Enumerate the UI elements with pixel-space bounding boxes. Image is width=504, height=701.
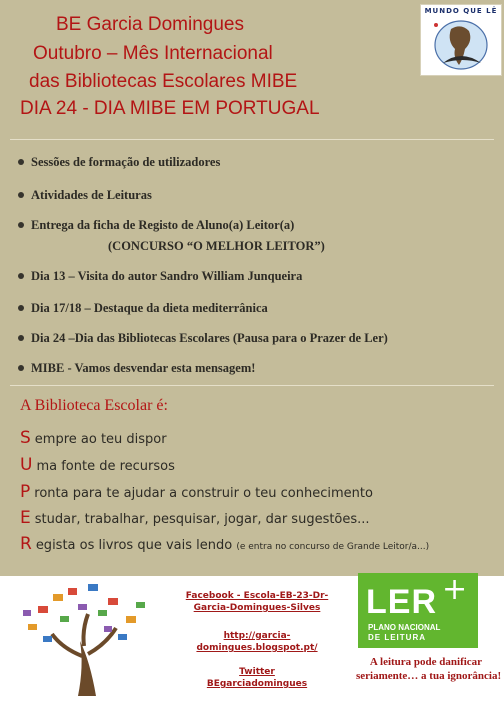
- day-title: DIA 24 - DIA MIBE EM PORTUGAL: [20, 98, 320, 119]
- blog-link[interactable]: [182, 630, 332, 654]
- facebook-line-1: Facebook - Escola-EB-23-Dr-: [185, 591, 329, 601]
- acrostic-letter: E: [20, 508, 31, 528]
- library-title: A Biblioteca Escolar é:: [20, 397, 168, 414]
- bullet-dot-icon: [18, 305, 24, 311]
- list-item-text: MIBE - Vamos desvendar esta mensagem!: [31, 361, 256, 375]
- list-item-text: Atividades de Leituras: [31, 188, 152, 202]
- bullet-dot-icon: [18, 273, 24, 279]
- bullet-dot-icon: [18, 222, 24, 228]
- blog-line-1: http://garcia-: [223, 631, 291, 641]
- list-item-text: Dia 24 –Dia das Bibliotecas Escolares (Pausa para o Prazer de Ler): [31, 331, 388, 345]
- acrostic-row: [20, 482, 373, 502]
- list-item-text: Dia 13 – Visita do autor Sandro William Junqueira: [31, 269, 303, 283]
- list-item-subtext: (CONCURSO “O MELHOR LEITOR”): [108, 239, 325, 253]
- acrostic-row: [20, 428, 167, 448]
- list-item-text: Sessões de formação de utilizadores: [31, 155, 221, 169]
- list-item: [18, 269, 302, 284]
- globe-reading-icon: [421, 5, 501, 75]
- header: [0, 0, 504, 128]
- bullet-dot-icon: [18, 365, 24, 371]
- acrostic-letter: R: [20, 534, 32, 554]
- ler-subtitle-1: PLANO NACIONAL: [368, 623, 441, 632]
- book-tree-illustration: [8, 576, 168, 701]
- twitter-link[interactable]: [182, 666, 332, 690]
- mundo-que-le-logo: [420, 4, 502, 76]
- divider-top: [10, 139, 494, 140]
- bullet-dot-icon: [18, 159, 24, 165]
- list-item: [18, 361, 255, 376]
- acrostic-text: egista os livros que vais lendo: [35, 538, 233, 553]
- acrostic-row: [20, 534, 429, 554]
- list-item: [18, 331, 388, 346]
- acrostic-text: studar, trabalhar, pesquisar, jogar, dar sugestões...: [34, 512, 370, 527]
- twitter-line-1: Twitter: [239, 667, 275, 677]
- bullet-dot-icon: [18, 335, 24, 341]
- blog-line-2: domingues.blogspot.pt/: [196, 643, 318, 653]
- list-item: [18, 155, 220, 170]
- twitter-line-2: BEgarciadomingues: [206, 679, 308, 689]
- month-title: Outubro – Mês Internacional: [33, 43, 273, 64]
- acrostic-letter: U: [20, 455, 33, 475]
- divider-middle: [10, 385, 494, 386]
- ler-subtitle-2: DE LEITURA: [368, 633, 426, 642]
- plus-icon: +: [442, 572, 468, 607]
- list-item-text: Dia 17/18 – Destaque da dieta mediterrânica: [31, 301, 268, 315]
- mibe-title: das Bibliotecas Escolares MIBE: [29, 71, 298, 92]
- facebook-line-2: Garcia-Domingues-Silves: [193, 603, 321, 613]
- facebook-link[interactable]: [182, 590, 332, 614]
- school-title: BE Garcia Domingues: [56, 14, 244, 35]
- ler-plano-nacional-logo: [358, 573, 478, 648]
- acrostic-text: ma fonte de recursos: [36, 459, 175, 474]
- acrostic-note: (e entra no concurso de Grande Leitor/a...): [236, 542, 430, 552]
- acrostic-text: empre ao teu dispor: [34, 432, 167, 447]
- acrostic-row: [20, 455, 175, 475]
- acrostic-text: ronta para te ajudar a construir o teu conhecimento: [34, 486, 373, 501]
- quote-line-1: A leitura pode danificar: [369, 656, 483, 668]
- list-item-text: Entrega da ficha de Registo de Aluno(a) Leitor(a): [31, 218, 295, 232]
- list-item: [18, 218, 294, 233]
- quote-line-2: seriamente… a tua ignorância!: [356, 670, 502, 682]
- reading-quote: [356, 655, 502, 683]
- acrostic-letter: P: [20, 482, 31, 502]
- ler-brand-text: LER: [366, 583, 437, 621]
- logo-text: MUNDO QUE LÊ: [424, 7, 498, 15]
- list-item: [18, 301, 268, 316]
- bullet-dot-icon: [18, 192, 24, 198]
- acrostic-letter: S: [20, 428, 31, 448]
- list-item: [18, 188, 152, 203]
- acrostic-row: [20, 508, 370, 528]
